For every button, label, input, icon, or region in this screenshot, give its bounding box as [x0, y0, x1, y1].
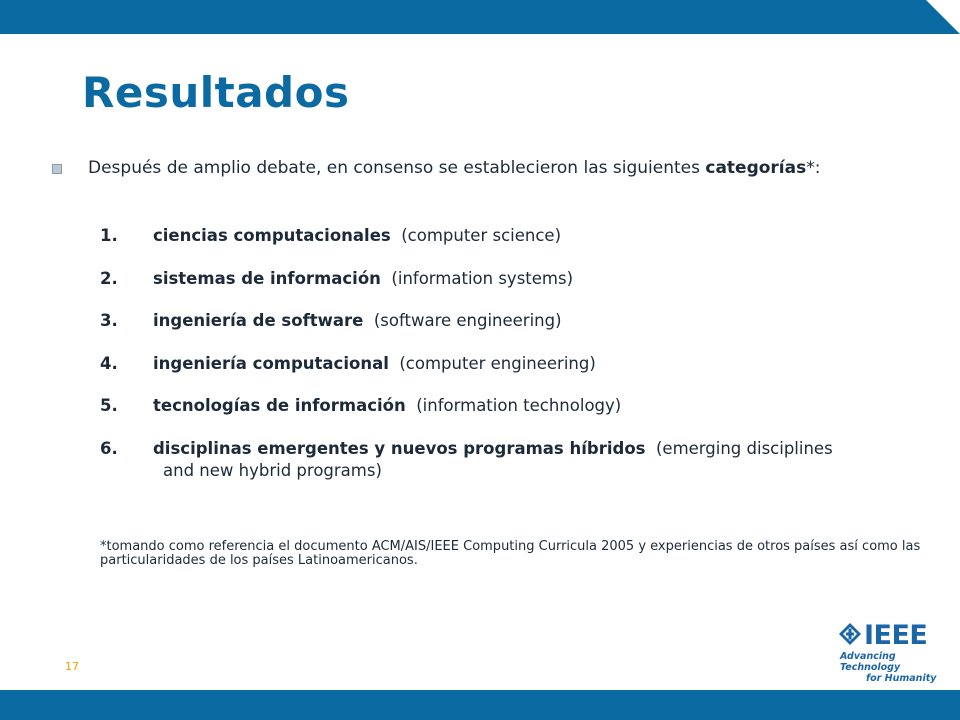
category-english-continued: and new hybrid programs) [163, 460, 382, 480]
category-english: (emerging disciplines [655, 438, 833, 458]
ieee-diamond-icon [838, 622, 862, 646]
categories-list [100, 225, 930, 502]
category-spanish: ciencias computacionales [153, 226, 391, 245]
list-item [100, 395, 930, 417]
intro-paragraph [52, 158, 872, 179]
list-item-number: 6. [100, 438, 118, 458]
intro-text-suffix: *: [806, 158, 821, 178]
list-item-number: 5. [100, 396, 118, 415]
bottom-band [0, 690, 960, 720]
list-item [100, 438, 930, 482]
category-spanish: tecnologías de información [153, 396, 406, 415]
ieee-logo [838, 620, 946, 684]
category-english: (information technology) [416, 396, 622, 415]
ieee-tagline-line1: Advancing Technology [840, 651, 901, 673]
category-english: (information systems) [391, 268, 574, 288]
list-item [100, 225, 930, 247]
ieee-tagline-line2: for Humanity [866, 673, 937, 684]
intro-text-lead: Después de amplio debate, en consenso se establecieron las siguientes [88, 158, 706, 178]
slide-title: Resultados [82, 68, 350, 117]
ieee-wordmark: IEEE [864, 620, 928, 651]
category-spanish: ingeniería de software [153, 311, 364, 330]
category-spanish: sistemas de información [153, 268, 381, 288]
intro-text-emphasis: categorías [705, 158, 807, 178]
category-english: (software engineering) [373, 311, 562, 330]
category-english: (computer science) [401, 226, 562, 245]
category-spanish: ingeniería computacional [153, 353, 389, 373]
ieee-tagline [840, 651, 944, 684]
intro-text [88, 158, 872, 179]
list-item-number: 3. [100, 311, 118, 330]
list-item-number: 4. [100, 353, 118, 373]
top-band-notch [926, 0, 960, 34]
top-band [0, 0, 960, 34]
bullet-square-icon [52, 164, 62, 174]
category-spanish: disciplinas emergentes y nuevos programas híbridos [153, 438, 646, 458]
category-english: (computer engineering) [399, 353, 596, 373]
list-item-number: 2. [100, 268, 118, 288]
list-item [100, 353, 930, 375]
list-item [100, 310, 930, 332]
page-number: 17 [65, 660, 79, 673]
footnote: *tomando como referencia el documento ACM/AIS/IEEE Computing Curricula 2005 y experiencias de otros países así como las particularidades de los países Latinoamericanos. [100, 539, 921, 568]
list-item [100, 268, 930, 290]
list-item-number: 1. [100, 226, 118, 245]
